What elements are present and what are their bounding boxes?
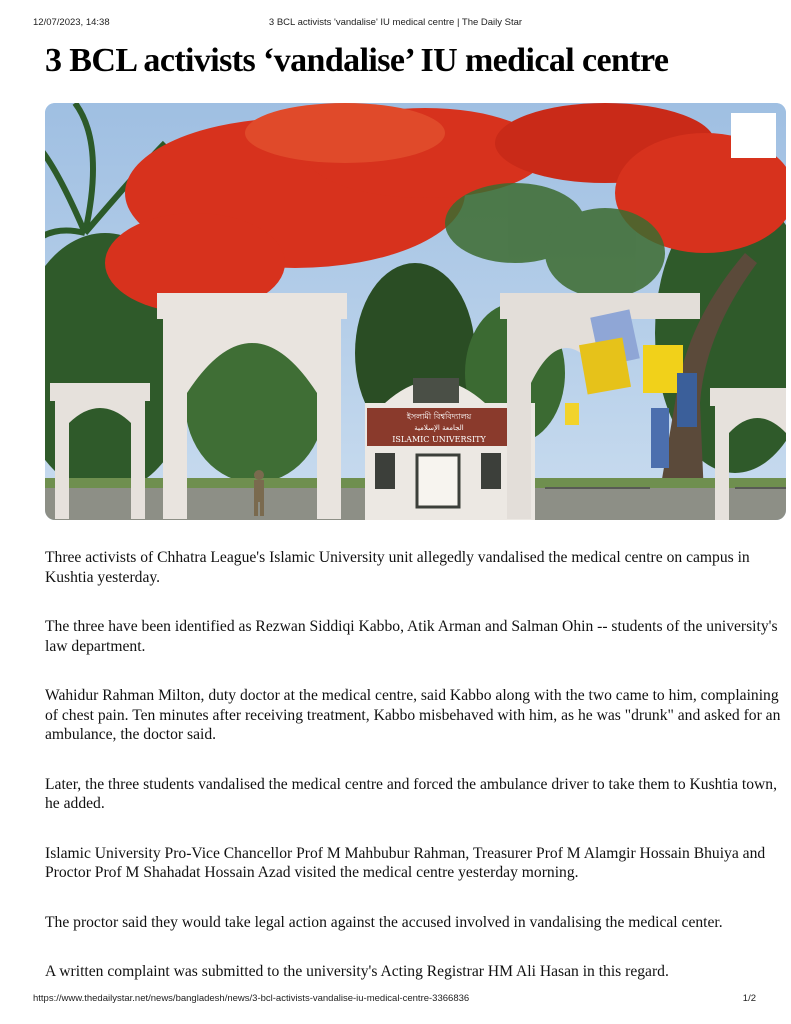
print-document-title: 3 BCL activists 'vandalise' IU medical centre | The Daily Star — [268, 17, 523, 28]
campus-gate-illustration — [45, 103, 786, 520]
article-paragraph: The three have been identified as Rezwan Siddiqi Kabbo, Atik Arman and Salman Ohin -- students of the university's law department. — [45, 618, 778, 655]
article-headline: 3 BCL activists ‘vandalise’ IU medical centre — [45, 42, 669, 79]
article-paragraph: Wahidur Rahman Milton, duty doctor at the medical centre, said Kabbo along with the two came to him, complaining of chest pain. Ten minutes after receiving treatment, Kabbo misbehaved with him, as he was "drunk" and asked for an ambulance, the doctor said. — [45, 687, 781, 743]
university-sign-board — [367, 408, 511, 446]
article-paragraph: Later, the three students vandalised the medical centre and forced the ambulance driver to take them to Kushtia town, he added. — [45, 775, 778, 812]
sign-arabic-text: الجامعة الإسلامية — [414, 424, 464, 432]
print-source-url: https://www.thedailystar.net/news/bangladesh/news/3-bcl-activists-vandalise-iu-medical-centre-3366836 — [33, 993, 470, 1004]
sign-bangla-text: ইসলামী বিশ্ববিদ্যালয় — [406, 412, 472, 421]
article-paragraph: The proctor said they would take legal action against the accused involved in vandalising the medical center. — [45, 913, 723, 931]
sign-english-text: ISLAMIC UNIVERSITY — [392, 435, 486, 444]
article-paragraph: Three activists of Chhatra League's Islamic University unit allegedly vandalised the medical centre on campus in Kushtia yesterday. — [45, 549, 750, 586]
article-body — [45, 548, 790, 1012]
print-header — [0, 17, 791, 31]
article-paragraph: A written complaint was submitted to the university's Acting Registrar HM Ali Hasan in this regard. — [45, 963, 669, 980]
page-number: 1/2 — [742, 993, 756, 1004]
print-date: 12/07/2023, 14:38 — [33, 17, 110, 28]
article-photo — [45, 103, 786, 520]
article-paragraph: Islamic University Pro-Vice Chancellor Prof M Mahbubur Rahman, Treasurer Prof M Alamgir Hossain Bhuiya and Proctor Prof M Shahadat Hossain Azad visited the medical centre yesterday morning. — [45, 844, 766, 881]
image-overlay-square — [731, 113, 776, 158]
print-footer — [0, 993, 791, 1007]
